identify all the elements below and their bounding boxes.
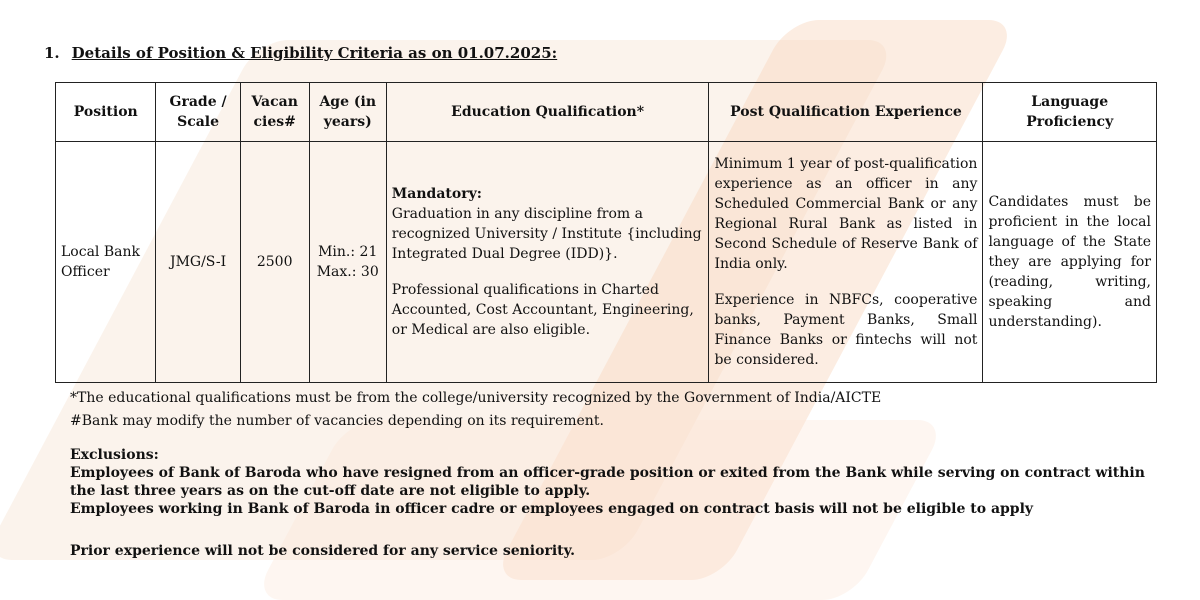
cell-language: Candidates must be proficient in the local language of the State they are applying for (reading, writing, speaking and understanding). — [983, 142, 1157, 383]
cell-grade: JMG/S-I — [156, 142, 240, 383]
table-header-row — [56, 83, 1157, 142]
education-mandatory-label: Mandatory: — [391, 186, 482, 202]
section-title: Details of Position & Eligibility Criteria as on 01.07.2025: — [71, 44, 558, 62]
vacancy-footnote: #Bank may modify the number of vacancies depending on its requirement. — [70, 413, 604, 429]
eligibility-table — [55, 82, 1157, 383]
experience-excluded-text: Experience in NBFCs, cooperative banks, Payment Banks, Small Finance Banks or fintechs will not be considered. — [714, 292, 978, 368]
exclusion-item: Employees working in Bank of Baroda in officer cadre or employees engaged on contract basis will not be eligible to apply — [70, 501, 1034, 517]
cell-vacancies: 2500 — [240, 142, 309, 383]
header-language: Language Proficiency — [983, 83, 1157, 142]
cell-position: Local Bank Officer — [56, 142, 156, 383]
education-footnote: *The educational qualifications must be from the college/university recognized by the Government of India/AICTE — [70, 390, 882, 406]
header-grade: Grade / Scale — [156, 83, 240, 142]
table-row — [56, 142, 1157, 383]
age-min: Min.: 21 — [318, 244, 378, 260]
cell-education — [386, 142, 709, 383]
exclusions-label: Exclusions: — [70, 447, 159, 463]
exclusions-section — [70, 446, 1170, 518]
seniority-note: Prior experience will not be considered for any service seniority. — [70, 543, 576, 559]
cell-experience — [709, 142, 983, 383]
education-professional-text: Professional qualifications in Charted Accounted, Cost Accountant, Engineering, or Medical are also eligible. — [391, 282, 694, 338]
age-max: Max.: 30 — [316, 264, 379, 280]
exclusion-item: Employees of Bank of Baroda who have resigned from an officer-grade position or exited from the Bank while serving on contract within the last three years as on the cut-off date are not eligible to apply. — [70, 465, 1145, 499]
experience-required-text: Minimum 1 year of post-qualification experience as an officer in any Scheduled Commercial Bank or any Regional Rural Bank as listed in Second Schedule of Reserve Bank of India only. — [714, 156, 978, 272]
header-vacancies: Vacan cies# — [240, 83, 309, 142]
header-position: Position — [56, 83, 156, 142]
cell-age — [309, 142, 386, 383]
education-mandatory-text: Graduation in any discipline from a recognized University / Institute {including Integrated Dual Degree (IDD)}. — [391, 206, 702, 262]
header-age: Age (in years) — [309, 83, 386, 142]
section-heading — [44, 44, 557, 62]
header-education: Education Qualification* — [386, 83, 709, 142]
section-number: 1. — [44, 44, 60, 62]
header-experience: Post Qualification Experience — [709, 83, 983, 142]
